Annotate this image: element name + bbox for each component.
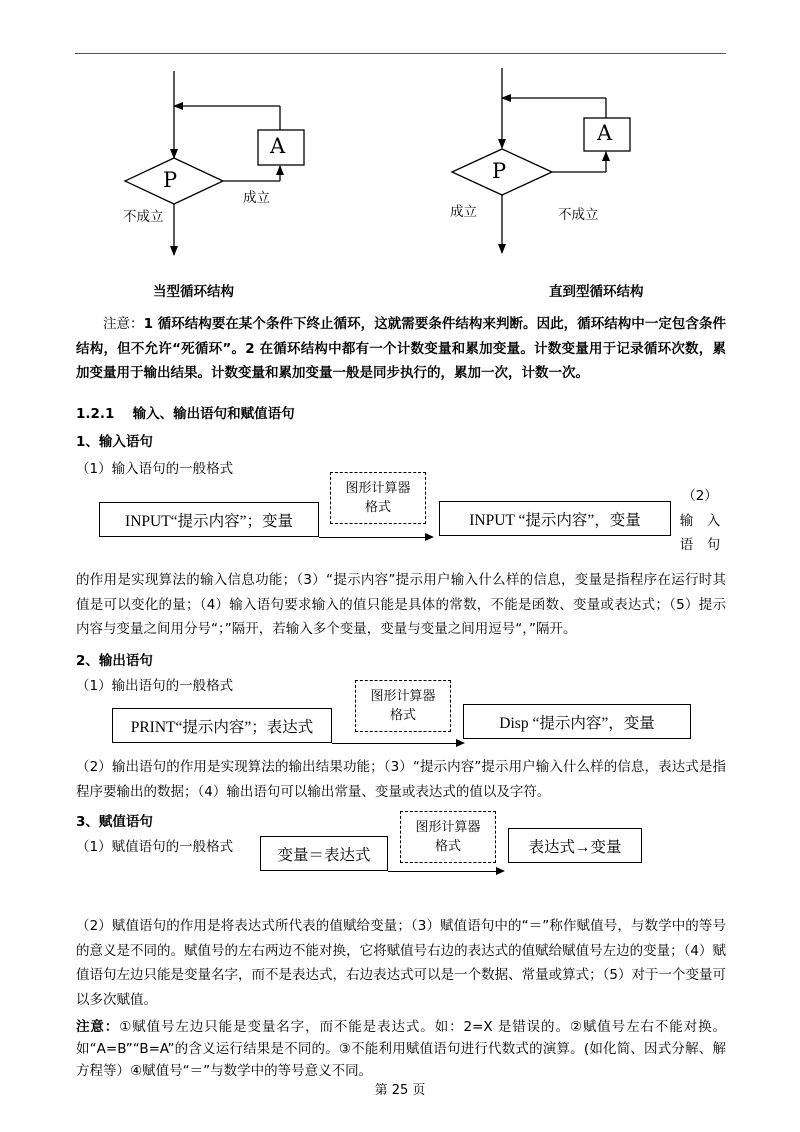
note2-paragraph <box>76 1016 726 1082</box>
calculator-label: 图形计算器 <box>415 820 481 835</box>
input-arrow-head <box>425 533 434 541</box>
output-arrow <box>332 743 458 744</box>
until-loop-caption: 直到型循环结构 <box>549 284 644 300</box>
true-label: 成立 <box>450 204 477 220</box>
input-heading: 1、输入语句 <box>76 434 153 450</box>
input-format-label: （1）输入语句的一般格式 <box>76 461 234 477</box>
assign-calculator-box <box>400 811 496 863</box>
note-paragraph <box>76 312 726 386</box>
side-line: 输 入 <box>679 512 721 529</box>
note2-body: ①赋值号左边只能是变量名字，而不能是表达式。如：2=X 是错误的。②赋值号左右不能对换。如“A=B”“B=A”的含义运行结果是不同的。③不能利用赋值语句进行代数式的演算。(如化简、因式分解、解方程等）④赋值号“＝”与数学中的等号意义不同。 <box>76 1019 726 1079</box>
assign-format-box: 变量＝表达式 <box>260 836 388 871</box>
input-calculator-box <box>330 472 426 524</box>
node-p-label: P <box>163 168 178 192</box>
input-arrow <box>319 537 427 538</box>
calculator-label: 格式 <box>364 500 391 515</box>
side-line: （2） <box>682 488 718 504</box>
output-arrow-head <box>456 739 465 747</box>
output-heading: 2、输出语句 <box>76 653 153 669</box>
calculator-label: 格式 <box>434 839 461 854</box>
node-a-label: A <box>270 134 286 158</box>
input-calculator-format-box: INPUT “提示内容”，变量 <box>439 501 671 536</box>
loop-diagrams <box>0 0 800 300</box>
output-calculator-format-box: Disp “提示内容”，变量 <box>463 704 691 739</box>
calculator-label: 图形计算器 <box>370 689 436 704</box>
note-prefix: 注意： <box>103 316 144 332</box>
while-loop-caption: 当型循环结构 <box>153 284 234 300</box>
node-a-label: A <box>597 121 613 145</box>
input-format-box: INPUT“提示内容”；变量 <box>99 502 319 537</box>
false-label: 不成立 <box>123 209 164 225</box>
calculator-label: 图形计算器 <box>345 481 411 496</box>
assign-arrow-head <box>496 867 505 875</box>
while-loop-diagram <box>125 71 304 255</box>
node-p-label: P <box>492 159 507 183</box>
assign-format-label: （1）赋值语句的一般格式 <box>76 839 234 855</box>
side-line: 语 句 <box>679 537 721 553</box>
output-paragraph: （2）输出语句的作用是实现算法的输出结果功能；（3）“提示内容”提示用户输入什么样的信息，表达式是指程序要输出的数据；（4）输出语句可以输出常量、变量或表达式的值以及字符。 <box>76 759 726 800</box>
input-side-text <box>674 484 726 558</box>
true-label: 成立 <box>243 190 270 206</box>
output-format-label: （1）输出语句的一般格式 <box>76 678 234 694</box>
output-format-box: PRINT“提示内容”；表达式 <box>112 708 332 743</box>
until-loop-diagram <box>452 68 630 253</box>
page-number: 第 25 页 <box>374 1083 426 1098</box>
input-paragraph: 的作用是实现算法的输入信息功能；（3）“提示内容”提示用户输入什么样的信息，变量是指程序在运行时其值是可以变化的量；（4）输入语句要求输入的值只能是具体的常数，不能是函数、变量或表达式；（5）提示内容与变量之间用分号“；”隔开，若输入多个变量，变量与变量之间用逗号“，”隔开。 <box>76 572 726 637</box>
assign-calculator-format-box: 表达式→变量 <box>508 828 642 863</box>
assign-paragraph: （2）赋值语句的作用是将表达式所代表的值赋给变量；（3）赋值语句中的“＝”称作赋值号，与数学中的等号的意义是不同的。赋值号的左右两边不能对换，它将赋值号右边的表达式的值赋给赋值号左边的变量；（4）赋值语句左边只能是变量名字，而不是表达式，右边表达式可以是一个数据、常量或算式；（5）对于一个变量可以多次赋值。 <box>76 918 726 1008</box>
note2-prefix: 注意： <box>76 1019 120 1035</box>
section-title: 1.2.1 输入、输出语句和赋值语句 <box>76 406 295 422</box>
assign-heading: 3、赋值语句 <box>76 814 153 830</box>
false-label: 不成立 <box>558 207 599 223</box>
output-calculator-box <box>355 680 451 732</box>
note-body: 1 循环结构要在某个条件下终止循环，这就需要条件结构来判断。因此，循环结构中一定包含条件结构，但不允许“死循环”。2 在循环结构中都有一个计数变量和累加变量。计数变量用于记录循环次数，累加变量用于输出结果。计数变量和累加变量一般是同步执行的，累加一次，计数一次。 <box>76 316 726 381</box>
calculator-label: 格式 <box>389 708 416 723</box>
assign-arrow <box>388 871 498 872</box>
